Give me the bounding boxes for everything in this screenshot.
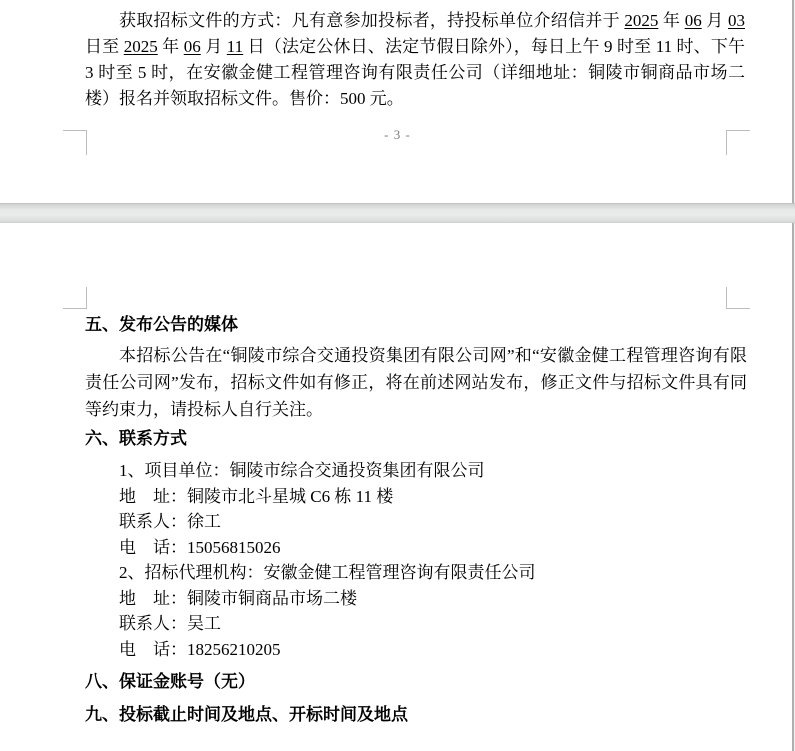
margin-crop-mark — [726, 130, 750, 131]
section-heading-bid-deadline: 九、投标截止时间及地点、开标时间及地点 — [85, 705, 408, 724]
paragraph-announcement-media: 本招标公告在“铜陵市综合交通投资集团有限公司网”和“安徽金健工程管理咨询有限责任公司网”发布，招标文件如有修正，将在前述网站发布，修正文件与招标文件具有同等约束力，请投标人自行关注。 — [85, 346, 747, 419]
page-break-gap — [0, 203, 795, 223]
margin-crop-mark — [726, 130, 727, 155]
contact-line-address: 地 址：铜陵市北斗星城 C6 栋 11 楼 — [119, 486, 394, 506]
underlined-day: 11 — [226, 37, 244, 56]
text-run: 年 — [658, 11, 685, 30]
underlined-day: 03 — [728, 11, 746, 30]
contact-line-project-unit: 1、项目单位：铜陵市综合交通投资集团有限公司 — [119, 461, 485, 480]
underlined-month: 06 — [684, 11, 702, 30]
section-heading-contact: 六、联系方式 — [85, 429, 187, 448]
contact-line-address: 地 址：铜陵市铜商品市场二楼 — [119, 588, 357, 608]
margin-crop-mark — [726, 287, 727, 308]
margin-crop-mark — [86, 287, 87, 308]
text-run: 月 — [200, 37, 227, 56]
text-run: 日（法定公休日、法定节假日除外），每日上午 9 时至 11 时、下午 3 时至 5 时，在安徽金健工程管理咨询有限责任公司（详细地址：铜陵市铜商品市场二楼）报名并领取招标文件。售价：500 元。 — [85, 37, 746, 108]
contact-line-phone: 电 话：18256210205 — [119, 639, 281, 659]
margin-crop-mark — [86, 130, 87, 155]
underlined-year: 2025 — [624, 11, 659, 30]
margin-crop-mark — [63, 130, 87, 131]
text-run: 获取招标文件的方式：凡有意参加投标者，持投标单位介绍信并于 — [119, 11, 625, 30]
section-heading-deposit-account: 八、保证金账号（无） — [85, 672, 255, 691]
margin-crop-mark — [726, 308, 750, 309]
underlined-month: 06 — [183, 37, 201, 56]
page-number-footer: - 3 - — [384, 127, 411, 142]
document-page-3[interactable] — [0, 0, 795, 203]
text-run: 年 — [157, 37, 184, 56]
contact-line-person: 联系人：吴工 — [119, 614, 221, 633]
contact-info-list — [85, 458, 747, 662]
paragraph-obtain-documents — [0, 0, 795, 112]
margin-crop-mark — [63, 308, 87, 309]
text-run: 日至 — [85, 37, 124, 56]
underlined-year: 2025 — [123, 37, 158, 56]
contact-line-phone: 电 话：15056815026 — [119, 537, 281, 557]
section-heading-announcement-media: 五、发布公告的媒体 — [85, 315, 238, 334]
text-run: 月 — [701, 11, 729, 30]
contact-line-person: 联系人：徐工 — [119, 512, 221, 531]
contact-line-agency: 2、招标代理机构：安徽金健工程管理咨询有限责任公司 — [119, 563, 536, 582]
document-page-4[interactable] — [0, 223, 795, 751]
